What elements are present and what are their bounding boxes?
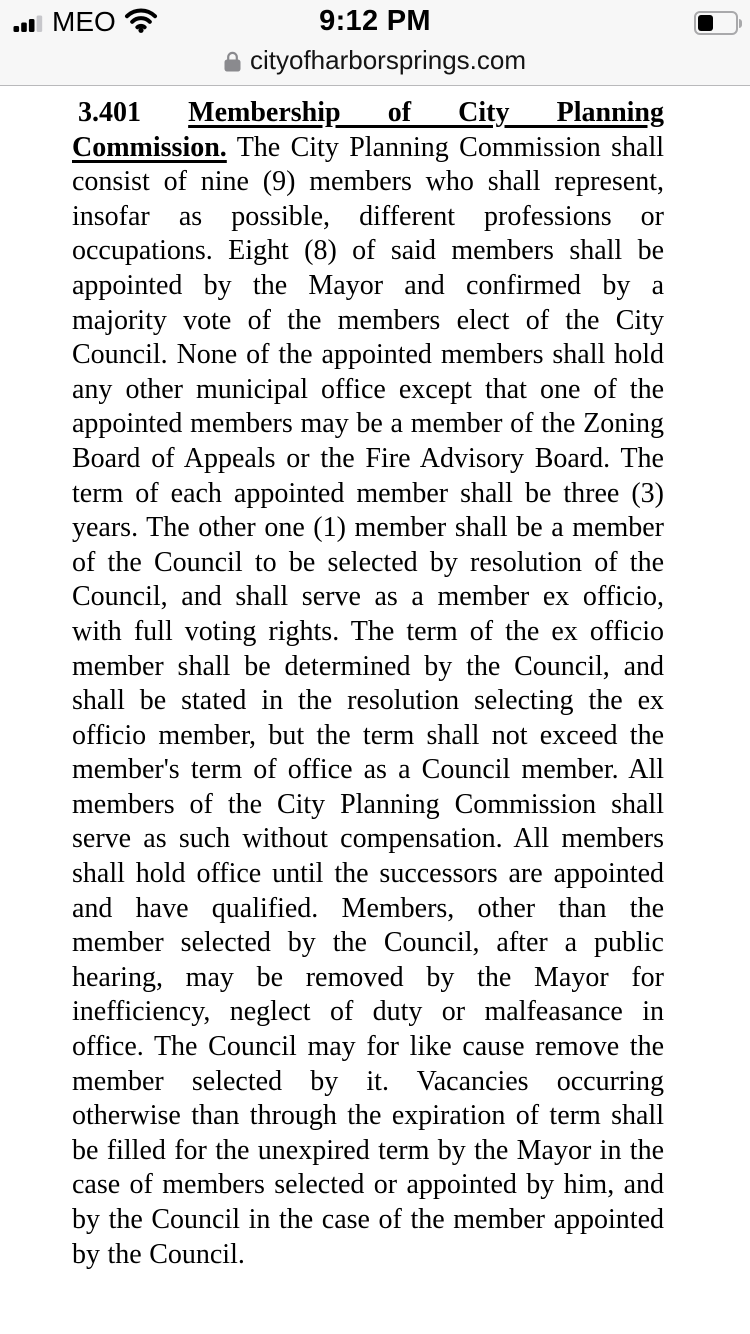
carrier-label: MEO — [52, 6, 116, 37]
section-number: 3.401 — [78, 97, 141, 128]
status-time: 9:12 PM — [319, 5, 431, 37]
battery-fill — [698, 15, 713, 31]
lock-icon — [224, 51, 241, 72]
url-bar[interactable] — [0, 42, 750, 78]
document-page — [0, 86, 750, 1292]
browser-chrome — [0, 0, 750, 86]
battery-icon — [694, 11, 742, 35]
section-paragraph — [72, 96, 664, 1272]
url-text: cityofharborsprings.com — [250, 44, 526, 75]
battery-tip — [739, 19, 742, 28]
battery-body — [694, 11, 738, 35]
section-heading: Membership of City Planning Commission. — [72, 97, 664, 163]
section-body: The City Planning Commission shall consist of nine (9) members who shall represent, insofar as possible, different professions or occupations. Eight (8) of said members shall be appointed by the Mayor and confirmed by a majority vote of the members elect of the City Council. None of the appointed members shall hold any other municipal office except that one of the appointed members may be a member of the Zoning Board of Appeals or the Fire Advisory Board. The term of each appointed member shall be three (3) years. The other one (1) member shall be a member of the Council to be selected by resolution of the Council, and shall serve as a member ex officio, with full voting rights. The term of the ex officio member shall be determined by the Council, and shall be stated in the resolution selecting the ex officio member, but the term shall not exceed the member's term of office as a Council member. All members of the City Planning Commission shall serve as such without compensation. All members shall hold office until the successors are appointed and have qualified. Members, other than the member selected by the Council, after a public hearing, may be removed by the Mayor for inefficiency, neglect of duty or malfeasance in office. The Council may for like cause remove the member selected by it. Vacancies occurring otherwise than through the expiration of term shall be filled for the unexpired term by the Mayor in the case of members selected or appointed by him, and by the Council in the case of the member appointed by the Council. — [72, 131, 665, 1270]
